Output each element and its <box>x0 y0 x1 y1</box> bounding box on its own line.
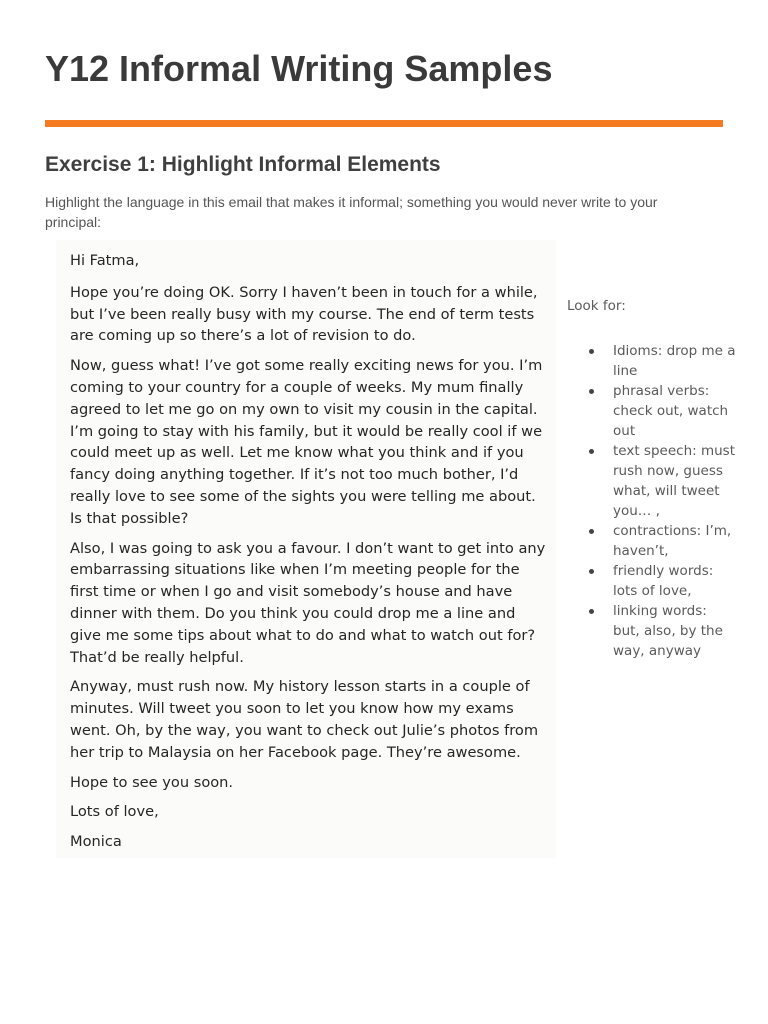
bullet-icon <box>589 569 594 574</box>
list-item <box>567 441 737 521</box>
email-sample-image <box>56 240 556 858</box>
list-item <box>567 381 737 441</box>
look-for-list <box>567 341 737 661</box>
list-item-text: Idioms: drop me a line <box>613 343 736 379</box>
email-paragraph: Also, I was going to ask you a favour. I don’t want to get into any embarrassing situations like when I’m meeting people for the first time or when I go and visit somebody’s house and have dinner with them. Do you think you could drop me a line and give me some tips about what to do and what to watch out for? That’d be really helpful. <box>70 539 546 666</box>
email-closing: Lots of love, <box>70 803 159 821</box>
list-item <box>567 601 737 661</box>
list-item <box>567 341 737 381</box>
bullet-icon <box>589 609 594 614</box>
email-paragraph: Anyway, must rush now. My history lesson starts in a couple of minutes. Will tweet you soon to let you know how my exams went. Oh, by the way, you want to check out Julie’s photos from her trip to Malaysia on her Facebook page. They’re awesome. <box>70 678 539 761</box>
list-item-text: phrasal verbs: check out, watch out <box>613 383 729 439</box>
bullet-icon <box>589 529 594 534</box>
bullet-icon <box>589 349 594 354</box>
email-paragraph: Hope to see you soon. <box>70 773 234 791</box>
page-title: Y12 Informal Writing Samples <box>45 48 553 89</box>
list-item-text: text speech: must rush now, guess what, will tweet you… , <box>613 443 736 519</box>
bullet-icon <box>589 449 594 454</box>
list-item-text: linking words: but, also, by the way, anyway <box>613 603 723 659</box>
email-greeting: Hi Fatma, <box>70 252 140 269</box>
email-signature: Monica <box>70 833 122 851</box>
list-item-text: contractions: I’m, haven’t, <box>613 523 732 559</box>
list-item <box>567 521 737 561</box>
look-for-heading: Look for: <box>567 298 626 314</box>
instructions-text: Highlight the language in this email that makes it informal; something you would never write to your principal: <box>45 194 658 230</box>
email-body <box>70 250 548 861</box>
title-divider <box>45 120 723 127</box>
email-paragraph: Hope you’re doing OK. Sorry I haven’t been in touch for a while, but I’ve been really busy with my course. The end of term tests are coming up so there’s a lot of revision to do. <box>70 283 538 345</box>
list-item-text: friendly words: lots of love, <box>613 563 714 599</box>
email-paragraph: Now, guess what! I’ve got some really exciting news for you. I’m coming to your country for a couple of weeks. My mum finally agreed to let me go on my own to visit my cousin in the capital. I’m going to stay with his family, but it would be really cool if we could meet up as well. Let me know what you think and if you fancy doing anything together. If it’s not too much bother, I’d really love to see some of the sights you were telling me about. Is that possible? <box>70 357 543 527</box>
bullet-icon <box>589 389 594 394</box>
exercise-heading: Exercise 1: Highlight Informal Elements <box>45 153 441 176</box>
list-item <box>567 561 737 601</box>
look-for-sidebar <box>567 296 737 661</box>
